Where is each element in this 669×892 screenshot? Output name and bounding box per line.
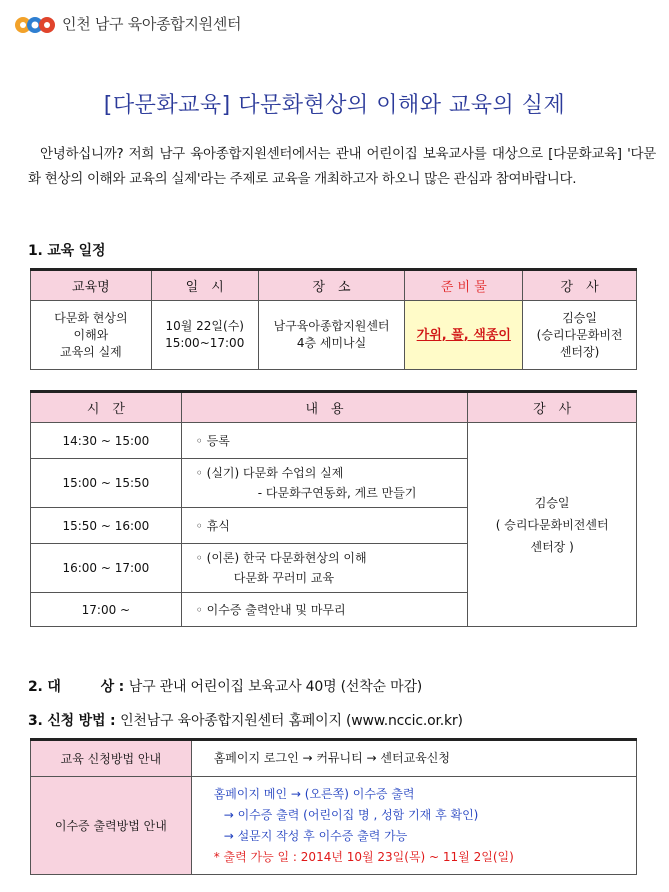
course-name-line: 교육의 실제: [59, 344, 122, 359]
section-2-heading: [28, 676, 422, 696]
header-materials: 준 비 물: [405, 270, 523, 301]
course-name-line: 다문화 현상의: [54, 310, 128, 325]
location-line: 4층 세미나실: [296, 336, 367, 350]
section-3-label: 3. 신청 방법 :: [28, 713, 116, 729]
course-name-cell: [31, 301, 152, 370]
section-2-text: 남구 관내 어린이집 보육교사 40명 (선착순 마감): [128, 679, 423, 695]
table-row: [31, 423, 637, 459]
section-3-heading: [28, 710, 463, 730]
logo: [12, 8, 241, 38]
section-2-label: 상 :: [100, 679, 125, 695]
schedule-time: 15:50 ~ 16:00: [31, 508, 182, 544]
cert-method-text: [191, 777, 636, 875]
application-table: [30, 738, 637, 875]
speaker-line: ( 승리다문화비전센터: [495, 517, 609, 532]
cert-step: 홈페이지 메인 → (오른쪽) 이수증 출력: [213, 786, 415, 801]
location-line: 남구육아종합지원센터: [273, 319, 390, 333]
cert-method-label: 이수증 출력방법 안내: [31, 777, 192, 875]
schedule-content: [181, 459, 468, 508]
schedule-header-time: 시 간: [31, 392, 182, 423]
course-name-line: 이해와: [73, 327, 109, 342]
content-line: - 다문화구연동화, 게르 만들기: [257, 486, 417, 500]
cert-step: → 이수증 출력 (어린이집 명 , 성함 기재 후 확인): [223, 807, 479, 822]
cert-step: → 설문지 작성 후 이수증 출력 가능: [223, 828, 408, 843]
schedule-time: 14:30 ~ 15:00: [31, 423, 182, 459]
schedule-header-speaker: 강 사: [468, 392, 637, 423]
speaker-line: 김승일: [534, 495, 570, 510]
intro-paragraph: 안녕하십니까? 저희 남구 육아종합지원센터에서는 관내 어린이집 보육교사를 대상으로 [다문화교육] '다문화 현상의 이해와 교육의 실제'라는 주제로 교육을 개최하고자 하오니 많은 관심과 참여바랍니다.: [28, 146, 656, 187]
date-text: 10월 22일(수): [165, 319, 244, 333]
apply-method-label: 교육 신청방법 안내: [31, 740, 192, 777]
speaker-line: 센터장 ): [530, 539, 574, 554]
section-2-number: 2. 대: [28, 679, 61, 695]
schedule-header-content: 내 용: [181, 392, 468, 423]
instructor-line: 센터장): [559, 344, 600, 359]
header-instructor: 강 사: [523, 270, 637, 301]
instructor-line: (승리다문화비전: [536, 327, 623, 342]
apply-method-text: 홈페이지 로그인 → 커뮤니티 → 센터교육신청: [191, 740, 636, 777]
education-info-table: [30, 268, 637, 370]
instructor-cell: [523, 301, 637, 370]
content-line: ◦ (실기) 다문화 수업의 실제: [195, 466, 344, 480]
schedule-time: 17:00 ~: [31, 593, 182, 627]
header-course-name: 교육명: [31, 270, 152, 301]
schedule-content: [181, 544, 468, 593]
header-location: 장 소: [258, 270, 405, 301]
schedule-content: ◦ 등록: [181, 423, 468, 459]
table-row: [31, 740, 637, 777]
schedule-table: [30, 390, 637, 627]
schedule-content: ◦ 이수증 출력안내 및 마무리: [181, 593, 468, 627]
content-line: ◦ (이론) 한국 다문화현상의 이해: [195, 551, 367, 565]
schedule-speaker-cell: [468, 423, 637, 627]
cert-note: * 출력 가능 일 : 2014년 10월 23일(목) ~ 11월 2일(일): [213, 849, 514, 864]
table-row: [31, 777, 637, 875]
logo-mark-icon: [12, 8, 58, 38]
time-text: 15:00~17:00: [165, 336, 245, 350]
instructor-line: 김승일: [562, 310, 597, 325]
page-title: [다문화교육] 다문화현상의 이해와 교육의 실제: [103, 93, 566, 118]
section-3-text: 인천남구 육아종합지원센터 홈페이지 (www.nccic.or.kr): [120, 713, 463, 729]
schedule-content: ◦ 휴식: [181, 508, 468, 544]
schedule-time: 15:00 ~ 15:50: [31, 459, 182, 508]
materials-cell: 가위, 풀, 색종이: [405, 301, 523, 370]
datetime-cell: [151, 301, 258, 370]
section-1-heading: 1. 교육 일정: [28, 243, 106, 259]
location-cell: [258, 301, 405, 370]
schedule-time: 16:00 ~ 17:00: [31, 544, 182, 593]
header-datetime: 일 시: [151, 270, 258, 301]
content-line: 다문화 꾸러미 교육: [233, 571, 335, 585]
logo-text: 인천 남구 육아종합지원센터: [62, 14, 242, 33]
